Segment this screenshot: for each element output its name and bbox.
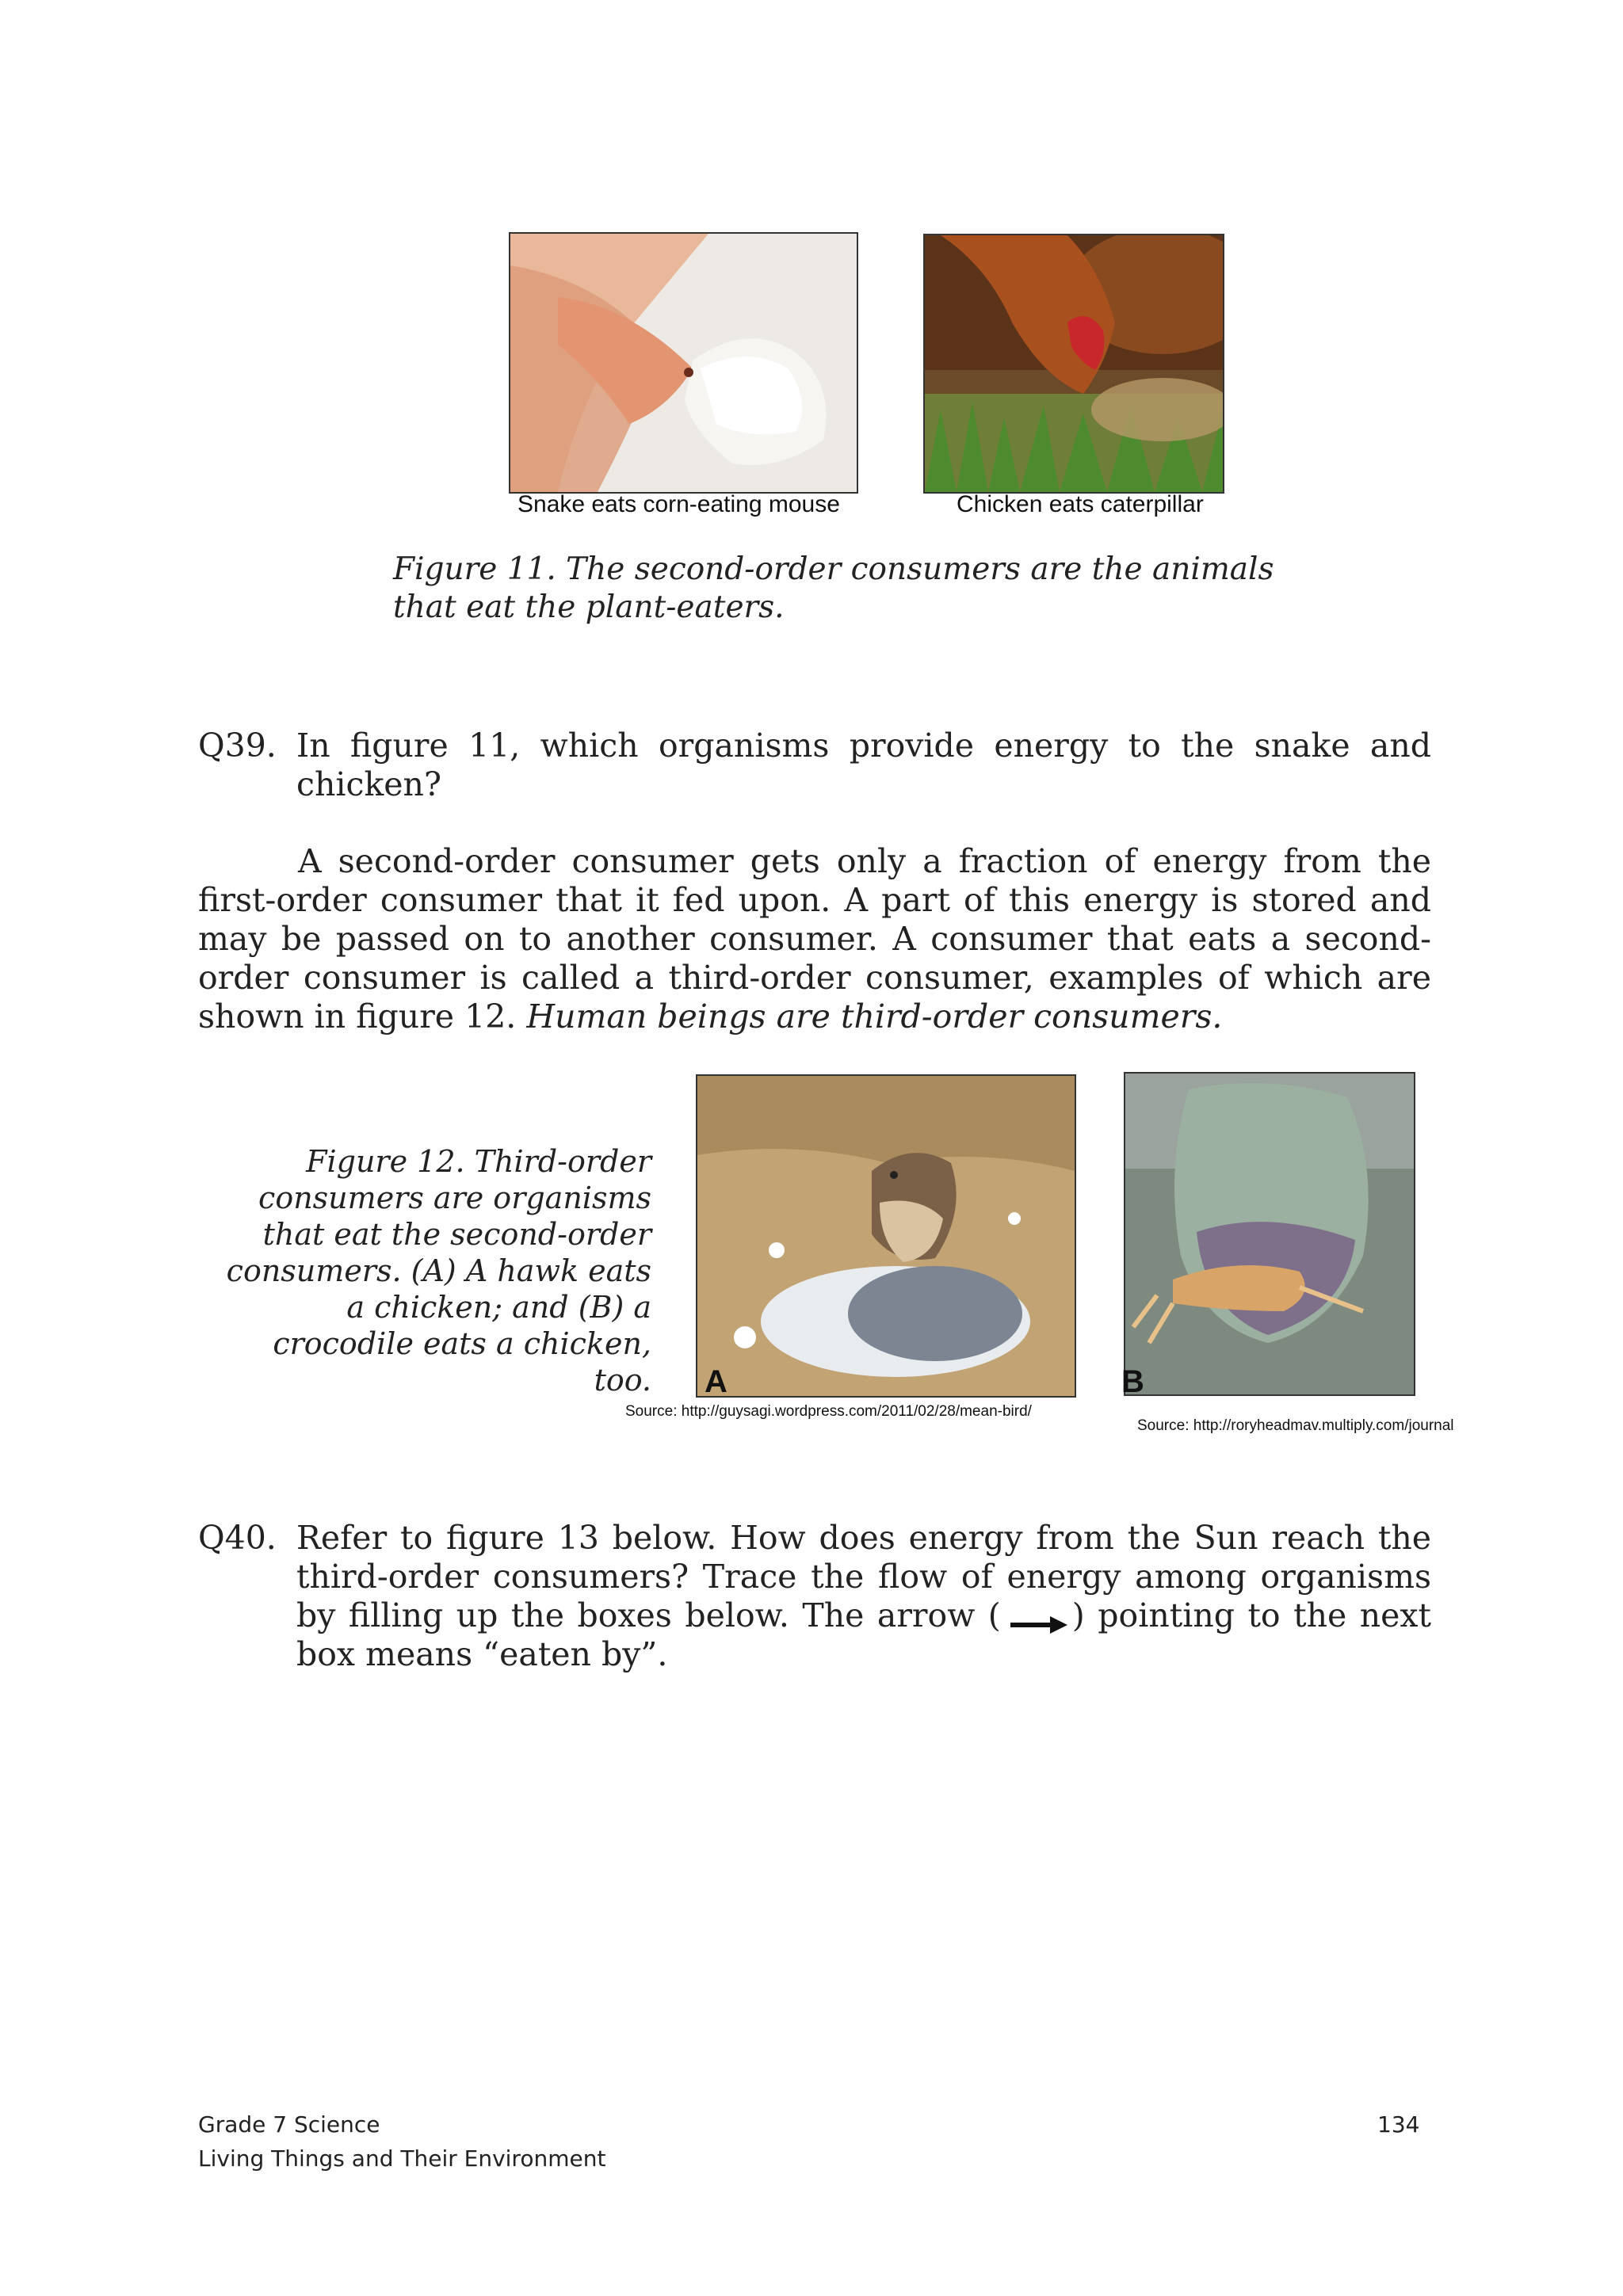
footer-course: Grade 7 Science <box>198 2111 380 2138</box>
paragraph-italic: Human beings are third-order consumers. <box>526 997 1223 1035</box>
arrow-right-icon <box>1001 1607 1072 1630</box>
q40-text-after-arrow: ) pointing to the next box means “eaten by”. <box>296 1596 1431 1673</box>
snake-mouse-photo <box>509 232 858 494</box>
q40-label: Q40. <box>198 1519 277 1557</box>
q40-text-before-arrow: Refer to figure 13 below. How does energy from the Sun reach the third-order consumers? Trace the flow of energy among organisms by filling up the boxes below. The arrow ( <box>296 1519 1431 1634</box>
figure12-label-a: A <box>705 1364 727 1399</box>
paragraph-regular: A second-order consumer gets only a fraction of energy from the first-order consumer that it fed upon. A part of this energy is stored and may be passed on to another consumer. A consumer that eats a second-order consumer is called a third-order consumer, examples of which are shown in figure 12. <box>198 842 1431 1035</box>
chicken-caterpillar-photo <box>923 234 1224 494</box>
figure11-image-a-caption: Snake eats corn-eating mouse <box>517 491 840 517</box>
consumer-paragraph <box>198 842 1431 1036</box>
crocodile-chicken-photo <box>1124 1072 1415 1396</box>
figure12-source-a: Source: http://guysagi.wordpress.com/2011/02/28/mean-bird/ <box>625 1403 1032 1420</box>
figure11-image-b-caption: Chicken eats caterpillar <box>957 491 1204 517</box>
q39-label: Q39. <box>198 727 277 765</box>
footer-unit: Living Things and Their Environment <box>198 2145 606 2172</box>
figure12-source-b: Source: http://roryheadmav.multiply.com/journal <box>1137 1417 1454 1434</box>
page-number: 134 <box>1377 2111 1420 2138</box>
figure12-caption: Figure 12. Third-order consumers are organisms that eat the second-order consumers. (A) A hawk eats a chicken; and (B) a crocodile eats a chicken, too. <box>226 1144 651 1398</box>
q40-text <box>296 1519 1431 1674</box>
q39-text: In figure 11, which organisms provide energy to the snake and chicken? <box>296 727 1431 803</box>
hawk-chicken-photo <box>696 1074 1076 1398</box>
figure11-caption: Figure 11. The second-order consumers are the animals that eat the plant-eaters. <box>393 551 1274 625</box>
figure12-label-b: B <box>1121 1364 1144 1399</box>
